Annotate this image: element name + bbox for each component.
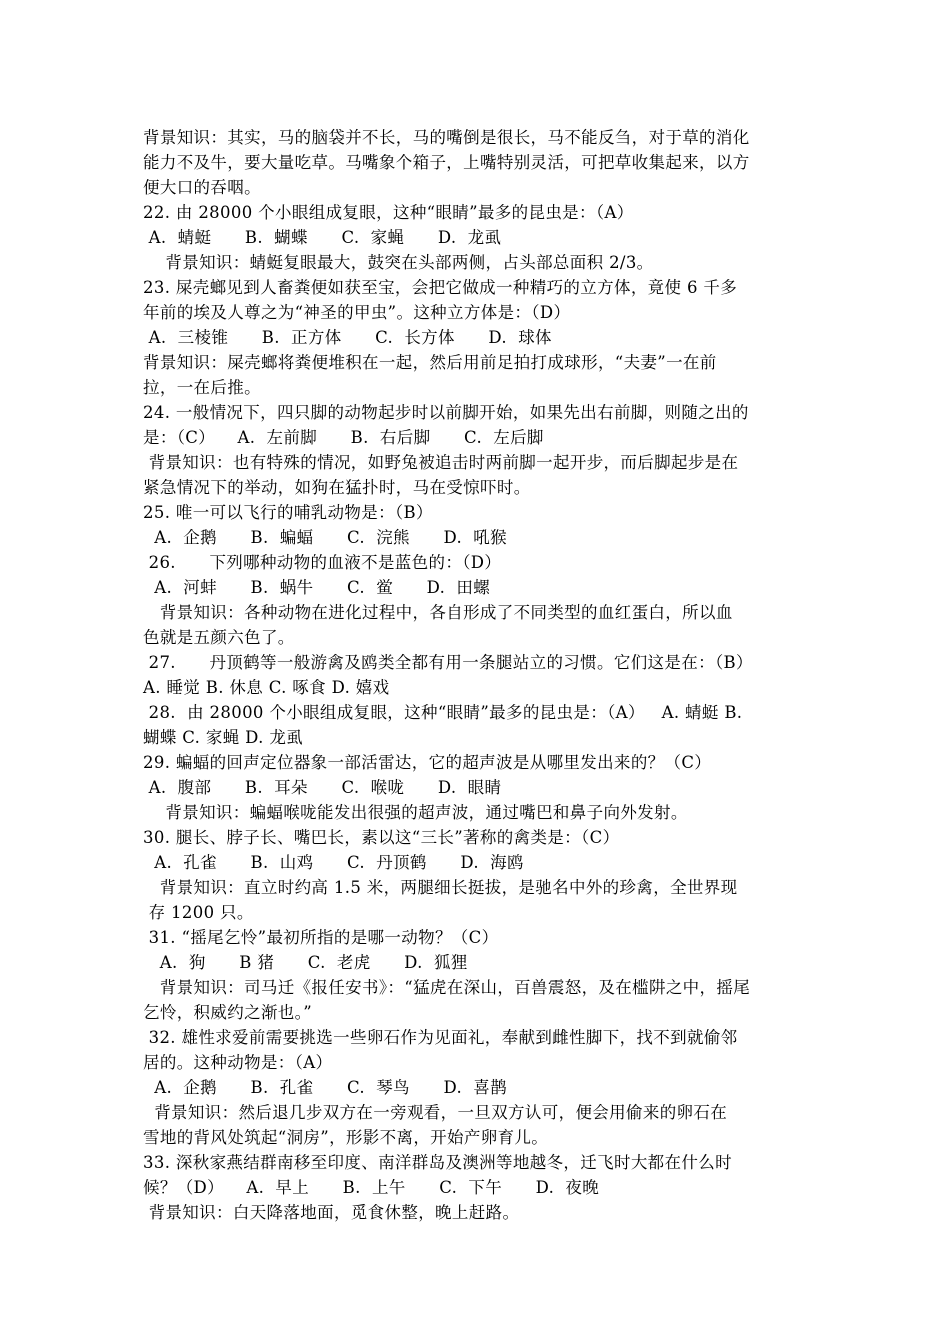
question-30: 30. 腿长、脖子长、嘴巴长，素以这“三长”著称的禽类是：（C） <box>143 828 620 847</box>
question-33: 33. 深秋家燕结群南移至印度、南洋群岛及澳洲等地越冬，迁飞时大都在什么时 <box>143 1153 732 1172</box>
background-31-cont: 乞怜，积威约之渐也。” <box>143 1003 313 1022</box>
question-26: 26. 下列哪种动物的血液不是蓝色的：（D） <box>143 553 502 572</box>
background-26: 背景知识：各种动物在进化过程中，各自形成了不同类型的血红蛋白，所以血 <box>143 603 733 622</box>
text-line: 背景知识：其实，马的脑袋并不长，马的嘴倒是很长，马不能反刍，对于草的消化 <box>143 128 750 147</box>
question-32: 32. 雄性求爱前需要挑选一些卵石作为见面礼，奉献到雌性脚下，找不到就偷邻 <box>143 1028 738 1047</box>
options-33: 候？（D） A. 早上 B. 上午 C. 下午 D. 夜晚 <box>143 1178 600 1197</box>
question-32-cont: 居的。这种动物是：（A） <box>143 1053 333 1072</box>
background-33: 背景知识：白天降落地面，觅食休整，晚上赶路。 <box>143 1203 520 1222</box>
options-29: A. 腹部 B. 耳朵 C. 喉咙 D. 眼睛 <box>143 778 502 797</box>
options-24: 是：（C） A. 左前脚 B. 右后脚 C. 左后脚 <box>143 428 544 447</box>
question-27: 27. 丹顶鹤等一般游禽及鸥类全都有用一条腿站立的习惯。它们这是在：（B） <box>143 653 753 672</box>
background-32: 背景知识：然后退几步双方在一旁观看，一旦双方认可，便会用偷来的卵石在 <box>143 1103 728 1122</box>
background-30-cont: 存 1200 只。 <box>143 903 254 922</box>
background-29: 背景知识：蝙蝠喉咙能发出很强的超声波，通过嘴巴和鼻子向外发射。 <box>143 803 688 822</box>
question-25: 25. 唯一可以飞行的哺乳动物是：（B） <box>143 503 433 522</box>
question-22: 22. 由 28000 个小眼组成复眼，这种“眼睛”最多的昆虫是：（A） <box>143 203 634 222</box>
options-28: 蝴蝶 C. 家蝇 D. 龙虱 <box>143 728 304 747</box>
background-31: 背景知识：司马迁《报任安书》：“猛虎在深山，百兽震怒，及在槛阱之中，摇尾 <box>143 978 751 997</box>
options-27: A. 睡觉 B. 休息 C. 啄食 D. 嬉戏 <box>143 678 390 697</box>
background-30: 背景知识：直立时约高 1.5 米，两腿细长挺拔，是驰名中外的珍禽，全世界现 <box>143 878 738 897</box>
background-24-cont: 紧急情况下的举动，如狗在猛扑时，马在受惊吓时。 <box>143 478 531 497</box>
question-31: 31. “摇尾乞怜”最初所指的是哪一动物？（C） <box>143 928 499 947</box>
background-22: 背景知识：蜻蜓复眼最大，鼓突在头部两侧，占头部总面积 2/3。 <box>143 253 654 272</box>
options-25: A. 企鹅 B. 蝙蝠 C. 浣熊 D. 吼猴 <box>143 528 507 547</box>
options-32: A. 企鹅 B. 孔雀 C. 琴鸟 D. 喜鹊 <box>143 1078 507 1097</box>
background-23: 背景知识：屎壳螂将粪便堆积在一起，然后用前足拍打成球形，“夫妻”一在前 <box>143 353 717 372</box>
question-29: 29. 蝙蝠的回声定位器象一部活雷达，它的超声波是从哪里发出来的？（C） <box>143 753 712 772</box>
text-line: 便大口的吞咽。 <box>143 178 261 197</box>
question-23-cont: 年前的埃及人尊之为“神圣的甲虫”。这种立方体是：（D） <box>143 303 571 322</box>
background-32-cont: 雪地的背风处筑起“洞房”，形影不离，开始产卵育儿。 <box>143 1128 549 1147</box>
background-24: 背景知识：也有特殊的情况，如野兔被追击时两前脚一起开步，而后脚起步是在 <box>143 453 739 472</box>
options-31: A. 狗 B 猪 C. 老虎 D. 狐狸 <box>143 953 468 972</box>
options-23: A. 三棱锥 B. 正方体 C. 长方体 D. 球体 <box>143 328 552 347</box>
background-23-cont: 拉，一在后推。 <box>143 378 261 397</box>
question-24: 24. 一般情况下，四只脚的动物起步时以前脚开始，如果先出右前脚，则随之出的 <box>143 403 749 422</box>
question-28: 28. 由 28000 个小眼组成复眼，这种“眼睛”最多的昆虫是：（A） A. 蜻蜓 B. <box>143 703 743 722</box>
options-22: A. 蜻蜓 B. 蝴蝶 C. 家蝇 D. 龙虱 <box>143 228 502 247</box>
text-line: 能力不及牛，要大量吃草。马嘴象个箱子，上嘴特别灵活，可把草收集起来，以方 <box>143 153 750 172</box>
options-26: A. 河蚌 B. 蜗牛 C. 鲎 D. 田螺 <box>143 578 491 597</box>
background-26-cont: 色就是五颜六色了。 <box>143 628 295 647</box>
options-30: A. 孔雀 B. 山鸡 C. 丹顶鹤 D. 海鸥 <box>143 853 524 872</box>
question-23: 23. 屎壳螂见到人畜粪便如获至宝，会把它做成一种精巧的立方体，竟使 6 千多 <box>143 278 738 297</box>
